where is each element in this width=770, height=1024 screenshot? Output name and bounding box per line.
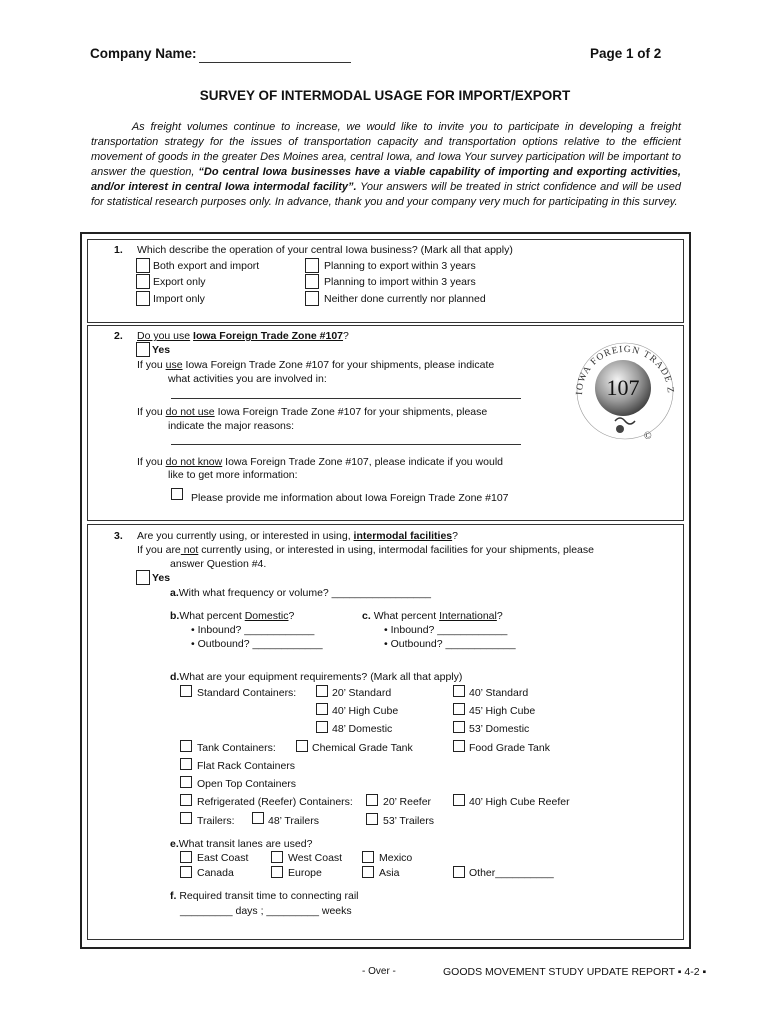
company-name-field[interactable] (199, 62, 351, 63)
q2-use-answer-line[interactable] (171, 398, 521, 399)
std-53-checkbox[interactable] (453, 721, 465, 733)
q2-number: 2. (114, 330, 123, 342)
trailer-48-checkbox[interactable] (252, 812, 264, 824)
flat-rack-label: Flat Rack Containers (197, 760, 296, 772)
food-tank-checkbox[interactable] (453, 740, 465, 752)
q1-option-neither-checkbox[interactable] (305, 291, 319, 306)
q1-option-plan-import-checkbox[interactable] (305, 274, 319, 289)
std-45hc-checkbox[interactable] (453, 703, 465, 715)
lane-mexico-checkbox[interactable] (362, 851, 374, 863)
q3-question: Are you currently using, or interested in using, intermodal facilities? (137, 530, 458, 542)
q2-use-text: If you use Iowa Foreign Trade Zone #107 for your shipments, please indicate (137, 359, 495, 371)
std-40hc-checkbox[interactable] (316, 703, 328, 715)
std-containers-checkbox[interactable] (180, 685, 192, 697)
q1-option-plan-import-label: Planning to import within 3 years (324, 276, 476, 288)
q3f-text: f. Required transit time to connecting rail (170, 890, 359, 902)
std-40-checkbox[interactable] (453, 685, 465, 697)
q2-yes-label: Yes (152, 344, 171, 356)
ftz-107-logo (570, 333, 680, 443)
q2-question: Do you use Iowa Foreign Trade Zone #107? (137, 330, 349, 342)
q1-option-both-label: Both export and import (153, 260, 260, 272)
q1-option-both-checkbox[interactable] (136, 258, 150, 273)
food-tank-label: Food Grade Tank (469, 742, 550, 754)
q1-number: 1. (114, 244, 123, 256)
std-containers-label: Standard Containers: (197, 687, 297, 699)
q1-option-plan-export-label: Planning to export within 3 years (324, 260, 476, 272)
reefer-40hc-label: 40’ High Cube Reefer (469, 796, 570, 808)
q2-info-request-checkbox[interactable] (171, 488, 183, 500)
q3f-answer-line[interactable]: _________ days ; _________ weeks (180, 905, 352, 917)
lane-other-label[interactable]: Other__________ (469, 867, 554, 879)
std-20-checkbox[interactable] (316, 685, 328, 697)
q1-option-export-label: Export only (153, 276, 206, 288)
reefer-40hc-checkbox[interactable] (453, 794, 465, 806)
lane-europe-label: Europe (288, 867, 322, 879)
q2-yes-checkbox[interactable] (136, 342, 150, 357)
q1-question: Which describe the operation of your central Iowa business? (Mark all that apply) (137, 244, 513, 256)
chem-tank-checkbox[interactable] (296, 740, 308, 752)
tank-containers-checkbox[interactable] (180, 740, 192, 752)
footer-report: GOODS MOVEMENT STUDY UPDATE REPORT ▪ 4-2 ▪ (443, 966, 707, 978)
reefer-20-label: 20’ Reefer (383, 796, 432, 808)
std-20-label: 20’ Standard (332, 687, 392, 699)
intro-paragraph: As freight volumes continue to increase, we would like to invite you to participate in developing a freight transportation strategy for the issues of transportation capacity and transportation options relative to the efficient movement of goods in the greater Des Moines area, central Iowa, and Iowa Your survey participation will be important to answer the question, “Do central Iowa businesses have a viable capability of importing and exporting activities, and/or interest in central Iowa intermodal facility”. Your answers will be treated in strict confidence and will be used for statistical research purposes only. In advance, thank you and your company very much for participating in this survey. (91, 121, 681, 208)
std-45hc-label: 45’ High Cube (469, 705, 536, 717)
trailers-checkbox[interactable] (180, 812, 192, 824)
q3b-text: b.What percent Domestic? (170, 610, 295, 622)
std-53-label: 53’ Domestic (469, 723, 530, 735)
std-40hc-label: 40’ High Cube (332, 705, 399, 717)
q3-yes-label: Yes (152, 572, 171, 584)
reefer-checkbox[interactable] (180, 794, 192, 806)
q1-option-export-checkbox[interactable] (136, 274, 150, 289)
trailer-53-label: 53’ Trailers (383, 815, 434, 827)
q3-ifnot-text: If you are not currently using, or interested in using, intermodal facilities for your shipments, please (137, 544, 594, 556)
q1-option-plan-export-checkbox[interactable] (305, 258, 319, 273)
q2-notuse-answer-line[interactable] (171, 444, 521, 445)
q1-option-neither-label: Neither done currently nor planned (324, 293, 486, 305)
lane-asia-label: Asia (379, 867, 400, 879)
lane-europe-checkbox[interactable] (271, 866, 283, 878)
company-name-label: Company Name: (90, 46, 197, 61)
q2-use-text-line2: what activities you are involved in: (168, 373, 327, 385)
lane-canada-label: Canada (197, 867, 234, 879)
page-number: Page 1 of 2 (590, 46, 662, 61)
lane-east-coast-checkbox[interactable] (180, 851, 192, 863)
logo-copyright: © (644, 431, 652, 442)
page-title: SURVEY OF INTERMODAL USAGE FOR IMPORT/EXPORT (199, 88, 571, 103)
footer-over: - Over - (362, 966, 396, 977)
q3-ifnot-text-line2: answer Question #4. (170, 558, 267, 570)
open-top-checkbox[interactable] (180, 776, 192, 788)
lane-asia-checkbox[interactable] (362, 866, 374, 878)
q2-notknow-text-line2: like to get more information: (168, 469, 298, 481)
trailer-48-label: 48’ Trailers (268, 815, 319, 827)
q2-notuse-text: If you do not use Iowa Foreign Trade Zone #107 for your shipments, please (137, 406, 488, 418)
open-top-label: Open Top Containers (197, 778, 297, 790)
q3a-text[interactable]: a.With what frequency or volume? _________________ (170, 587, 431, 599)
std-48-checkbox[interactable] (316, 721, 328, 733)
q3d-text: d.What are your equipment requirements? (Mark all that apply) (170, 671, 463, 683)
q2-notknow-text: If you do not know Iowa Foreign Trade Zone #107, please indicate if you would (137, 456, 503, 468)
lane-west-coast-checkbox[interactable] (271, 851, 283, 863)
flat-rack-checkbox[interactable] (180, 758, 192, 770)
lane-canada-checkbox[interactable] (180, 866, 192, 878)
std-40-label: 40’ Standard (469, 687, 529, 699)
tank-containers-label: Tank Containers: (197, 742, 276, 754)
std-48-label: 48’ Domestic (332, 723, 393, 735)
q3b-inbound[interactable]: • Inbound? ____________ (191, 624, 315, 636)
lane-west-coast-label: West Coast (288, 852, 343, 864)
lane-other-checkbox[interactable] (453, 866, 465, 878)
lane-mexico-label: Mexico (379, 852, 413, 864)
q3c-outbound[interactable]: • Outbound? ____________ (384, 638, 516, 650)
q3e-text: e.What transit lanes are used? (170, 838, 313, 850)
q2-info-request-label: Please provide me information about Iowa Foreign Trade Zone #107 (191, 492, 509, 504)
q3c-inbound[interactable]: • Inbound? ____________ (384, 624, 508, 636)
q1-option-import-label: Import only (153, 293, 205, 305)
q1-option-import-checkbox[interactable] (136, 291, 150, 306)
trailers-label: Trailers: (197, 815, 235, 827)
q2-notuse-text-line2: indicate the major reasons: (168, 420, 295, 432)
logo-ring-text: IOWA FOREIGN TRADE Z (574, 344, 676, 396)
lane-east-coast-label: East Coast (197, 852, 249, 864)
q3-yes-checkbox[interactable] (136, 570, 150, 585)
trailer-53-checkbox[interactable] (366, 813, 378, 825)
q3-number: 3. (114, 530, 123, 542)
logo-number: 107 (606, 375, 640, 400)
reefer-label: Refrigerated (Reefer) Containers: (197, 796, 353, 808)
q3b-outbound[interactable]: • Outbound? ____________ (191, 638, 323, 650)
reefer-20-checkbox[interactable] (366, 794, 378, 806)
chem-tank-label: Chemical Grade Tank (312, 742, 413, 754)
q3c-text: c. What percent International? (362, 610, 503, 622)
